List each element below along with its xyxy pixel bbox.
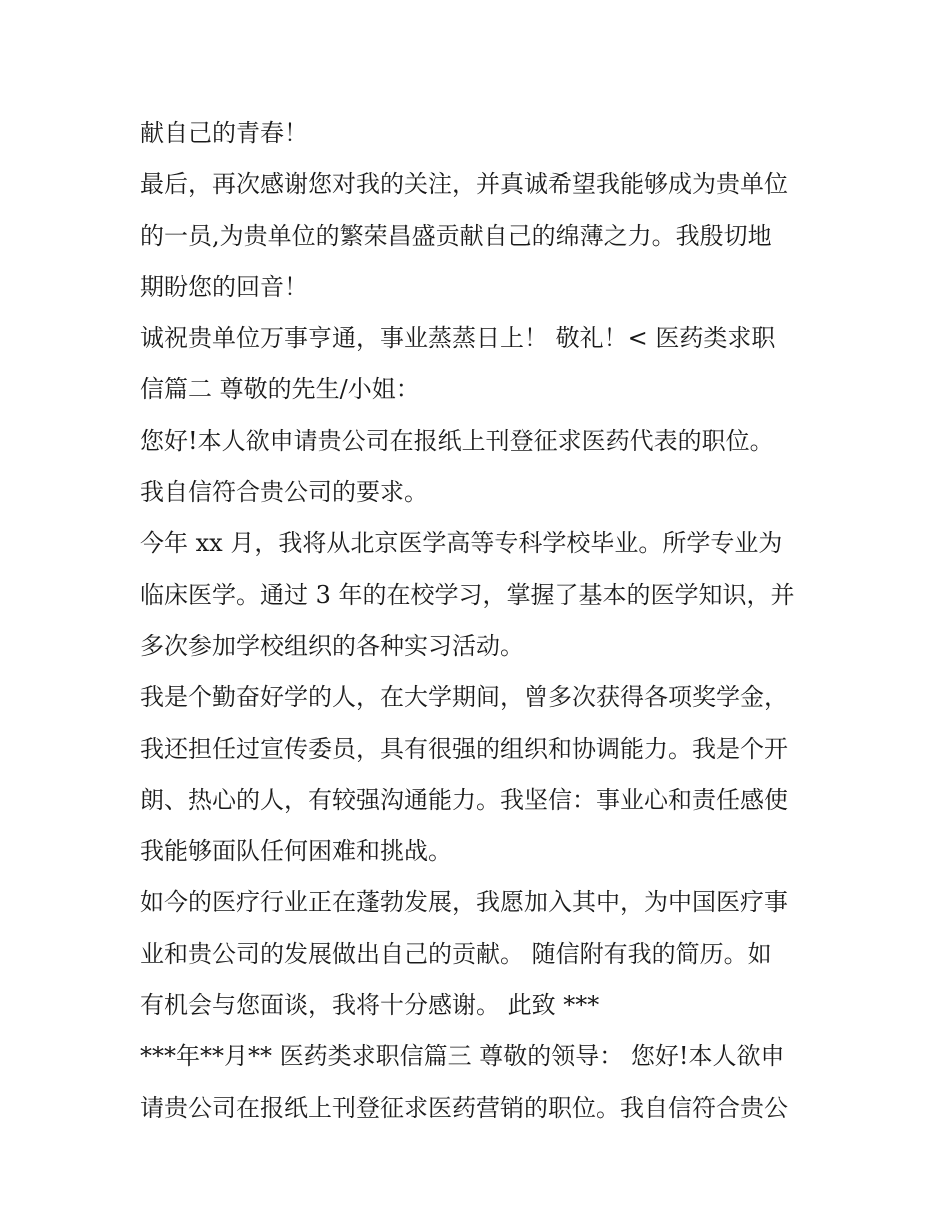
text-line: 我还担任过宣传委员，具有很强的组织和协调能力。我是个开 (140, 734, 788, 763)
text-line: 请贵公司在报纸上刊登征求医药营销的职位。我自信符合贵公 (140, 1093, 788, 1122)
text-line: 期盼您的回音！ (140, 272, 308, 301)
text-line: 献自己的青春！ (140, 119, 308, 147)
document-body (140, 108, 820, 1134)
text-line: 我能够面队任何困难和挑战。 (140, 837, 452, 866)
text-line: 多次参加学校组织的各种实习活动。 (140, 631, 524, 660)
text-line: 临床医学。通过 3 年的在校学习，掌握了基本的医学知识，并 (140, 580, 795, 609)
text-line: 最后，再次感谢您对我的关注，并真诚希望我能够成为贵单位 (140, 170, 788, 199)
text-line: 我自信符合贵公司的要求。 (140, 478, 428, 507)
text-line: 有机会与您面谈，我将十分感谢。 此致 *** (140, 991, 600, 1020)
text-line: 如今的医疗行业正在蓬勃发展，我愿加入其中，为中国医疗事 (140, 888, 788, 917)
text-line: 的一员,为贵单位的繁荣昌盛贡献自己的绵薄之力。我殷切地 (140, 221, 772, 250)
text-line: 朗、热心的人，有较强沟通能力。我坚信：事业心和责任感使 (140, 785, 788, 814)
text-line: ***年**月** 医药类求职信篇三 尊敬的领导： 您好!本人欲申 (140, 1042, 785, 1071)
text-line: 业和贵公司的发展做出自己的贡献。 随信附有我的简历。如 (140, 939, 772, 968)
text-line: 诚祝贵单位万事亨通，事业蒸蒸日上！ 敬礼！< 医药类求职 (140, 324, 776, 353)
text-line: 今年 xx 月，我将从北京医学高等专科学校毕业。所学专业为 (140, 529, 783, 558)
text-line: 我是个勤奋好学的人，在大学期间，曾多次获得各项奖学金， (140, 683, 788, 712)
text-line: 您好!本人欲申请贵公司在报纸上刊登征求医药代表的职位。 (140, 426, 774, 455)
text-line: 信篇二 尊敬的先生/小姐： (140, 375, 420, 404)
